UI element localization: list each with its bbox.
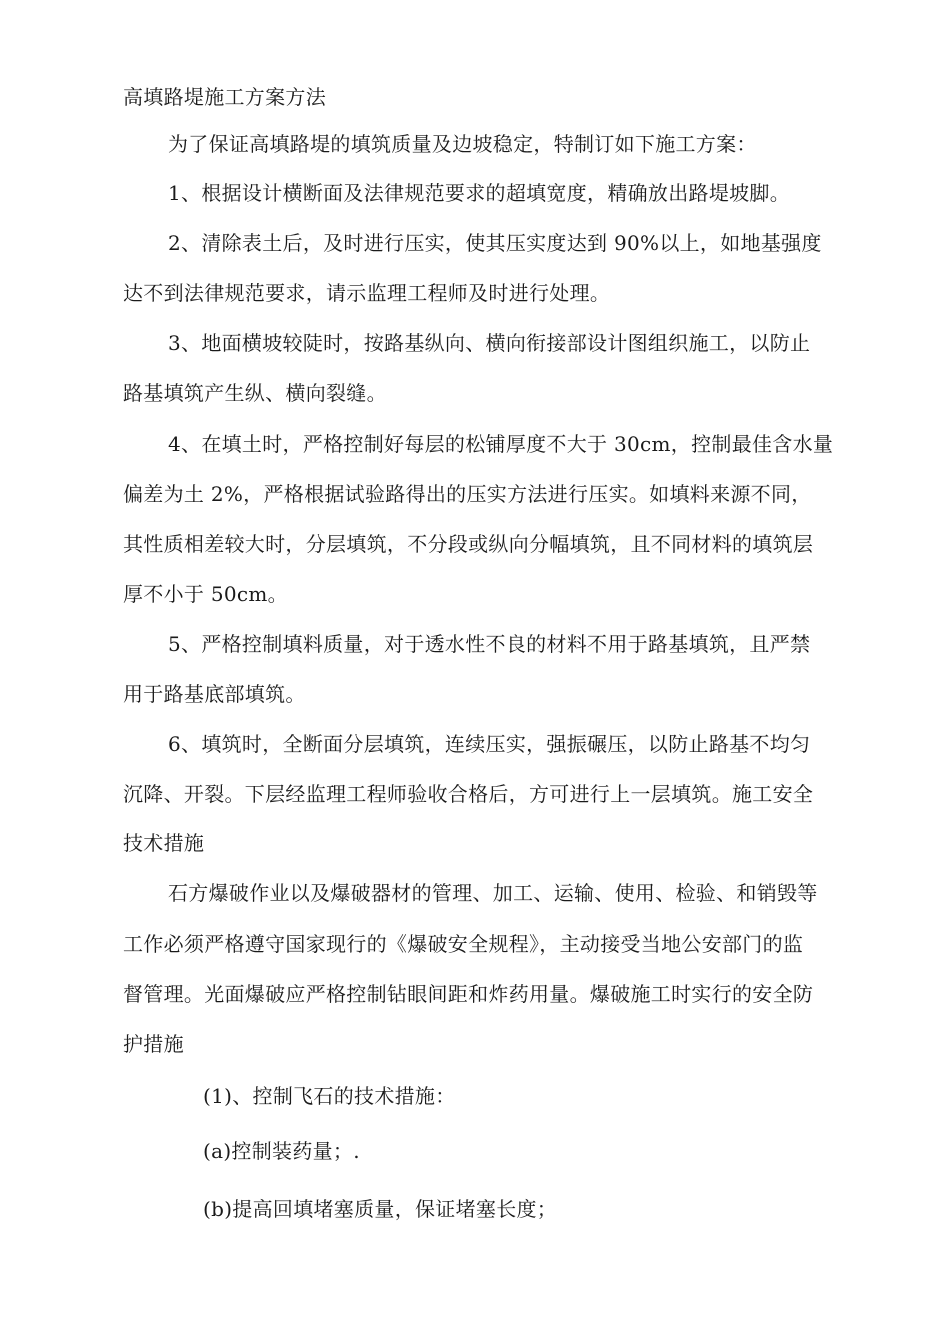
document-title: 高填路堤施工方案方法 xyxy=(123,85,326,109)
paragraph-line: 6、填筑时，全断面分层填筑，连续压实，强振碾压，以防止路基不均匀 xyxy=(168,732,811,756)
paragraph-line: 沉降、开裂。下层经监理工程师验收合格后，方可进行上一层填筑。施工安全 xyxy=(123,782,814,806)
paragraph-line: 3、地面横坡较陡时，按路基纵向、横向衔接部设计图组织施工，以防止 xyxy=(168,331,811,355)
list-item: (1)、控制飞石的技术措施： xyxy=(203,1084,456,1108)
paragraph-line: 厚不小于 50cm。 xyxy=(123,582,288,606)
paragraph-line: 4、在填土时，严格控制好每层的松铺厚度不大于 30cm，控制最佳含水量 xyxy=(168,432,834,456)
paragraph-line: 技术措施 xyxy=(123,831,205,855)
list-item: (a)控制装药量；. xyxy=(203,1139,360,1163)
paragraph-line: 路基填筑产生纵、横向裂缝。 xyxy=(123,381,387,405)
paragraph-line: 达不到法律规范要求，请示监理工程师及时进行处理。 xyxy=(123,281,611,305)
paragraph-line: 石方爆破作业以及爆破器材的管理、加工、运输、使用、检验、和销毁等 xyxy=(168,881,818,905)
paragraph-line: 1、根据设计横断面及法律规范要求的超填宽度，精确放出路堤坡脚。 xyxy=(168,181,791,205)
paragraph-line: 偏差为土 2%，严格根据试验路得出的压实方法进行压实。如填料来源不同， xyxy=(123,482,812,506)
paragraph-line: 工作必须严格遵守国家现行的《爆破安全规程》，主动接受当地公安部门的监 xyxy=(123,932,804,956)
paragraph-line: 为了保证高填路堤的填筑质量及边坡稳定，特制订如下施工方案： xyxy=(168,132,757,156)
list-item: (b)提高回填堵塞质量，保证堵塞长度； xyxy=(203,1197,558,1221)
paragraph-line: 5、严格控制填料质量，对于透水性不良的材料不用于路基填筑，且严禁 xyxy=(168,632,811,656)
paragraph-line: 督管理。光面爆破应严格控制钻眼间距和炸药用量。爆破施工时实行的安全防 xyxy=(123,982,814,1006)
paragraph-line: 其性质相差较大时，分层填筑，不分段或纵向分幅填筑，且不同材料的填筑层 xyxy=(123,532,814,556)
paragraph-line: 2、清除表土后，及时进行压实，使其压实度达到 90%以上，如地基强度 xyxy=(168,231,822,255)
paragraph-line: 用于路基底部填筑。 xyxy=(123,682,306,706)
paragraph-line: 护措施 xyxy=(123,1032,184,1056)
